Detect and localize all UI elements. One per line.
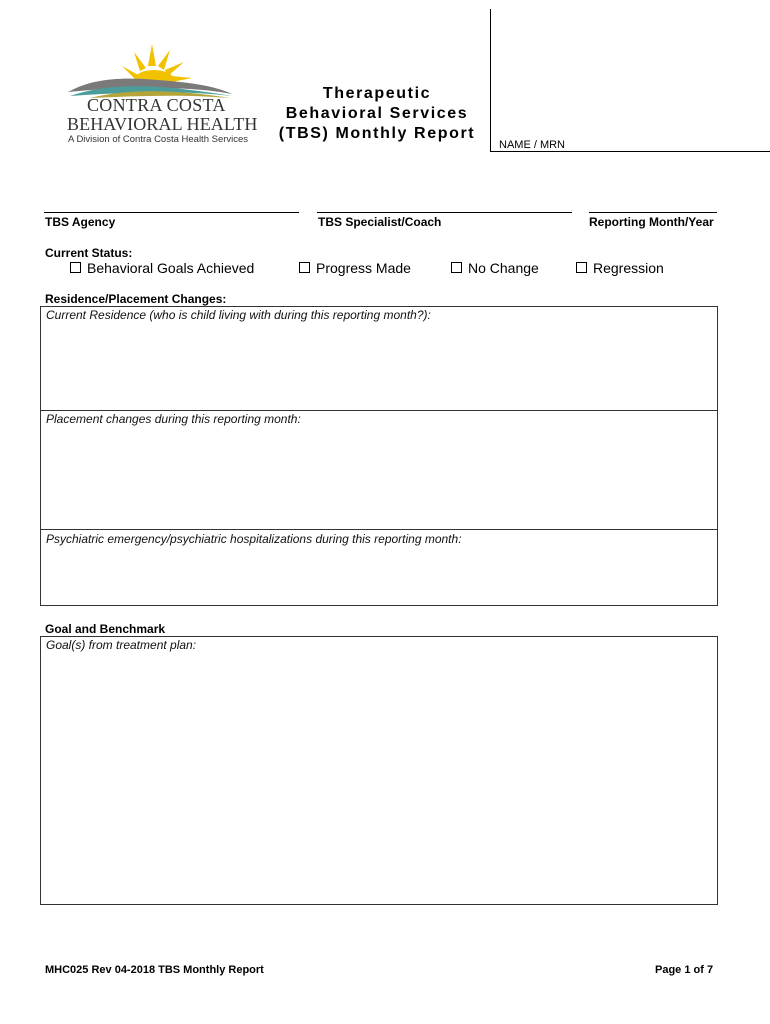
reporting-month-year-field[interactable]	[589, 212, 717, 213]
current-residence-field[interactable]	[41, 322, 717, 410]
form-id: MHC025 Rev 04-2018 TBS Monthly Report	[45, 964, 264, 976]
name-mrn-label: NAME / MRN	[499, 139, 565, 151]
status-option-regression[interactable]	[576, 260, 664, 276]
title-line2: Behavioral Services	[285, 105, 469, 122]
page-number: Page 1 of 7	[655, 964, 714, 976]
logo-text-line1: CONTRA COSTA	[87, 95, 226, 115]
status-option-label: Behavioral Goals Achieved	[87, 260, 255, 276]
placement-changes-prompt: Placement changes during this reporting month:	[46, 412, 301, 426]
title-line1: Therapeutic	[322, 85, 432, 102]
checkbox-icon[interactable]	[451, 262, 462, 273]
name-mrn-field[interactable]	[490, 151, 770, 152]
goal-box[interactable]	[40, 636, 718, 905]
current-residence-prompt: Current Residence (who is child living with during this reporting month?):	[46, 308, 431, 322]
divider	[40, 410, 718, 411]
goal-section-label: Goal and Benchmark	[45, 622, 166, 636]
status-option-goals-achieved[interactable]	[70, 260, 254, 276]
goals-prompt: Goal(s) from treatment plan:	[46, 638, 197, 652]
psychiatric-emergency-prompt: Psychiatric emergency/psychiatric hospitalizations during this reporting month:	[46, 532, 462, 546]
reporting-month-year-label: Reporting Month/Year	[589, 215, 714, 229]
status-option-label: No Change	[468, 260, 539, 276]
current-status-label: Current Status:	[45, 246, 133, 260]
status-option-label: Regression	[593, 260, 664, 276]
placement-changes-field[interactable]	[41, 427, 717, 529]
logo-text-line3: A Division of Contra Costa Health Services	[68, 134, 249, 145]
tbs-agency-field[interactable]	[44, 212, 299, 213]
residence-section-label: Residence/Placement Changes:	[45, 292, 227, 306]
status-option-progress-made[interactable]	[299, 260, 411, 276]
psychiatric-emergency-field[interactable]	[41, 547, 717, 605]
divider	[40, 529, 718, 530]
checkbox-icon[interactable]	[299, 262, 310, 273]
tbs-agency-label: TBS Agency	[45, 215, 116, 229]
status-option-label: Progress Made	[316, 260, 411, 276]
logo-text-line2: BEHAVIORAL HEALTH	[67, 114, 258, 134]
document-title	[262, 84, 492, 144]
status-option-no-change[interactable]	[451, 260, 539, 276]
tbs-specialist-field[interactable]	[317, 212, 572, 213]
tbs-specialist-label: TBS Specialist/Coach	[318, 215, 442, 229]
checkbox-icon[interactable]	[70, 262, 81, 273]
checkbox-icon[interactable]	[576, 262, 587, 273]
title-line3: (TBS) Monthly Report	[278, 125, 476, 142]
name-mrn-vertical-rule	[490, 9, 491, 151]
